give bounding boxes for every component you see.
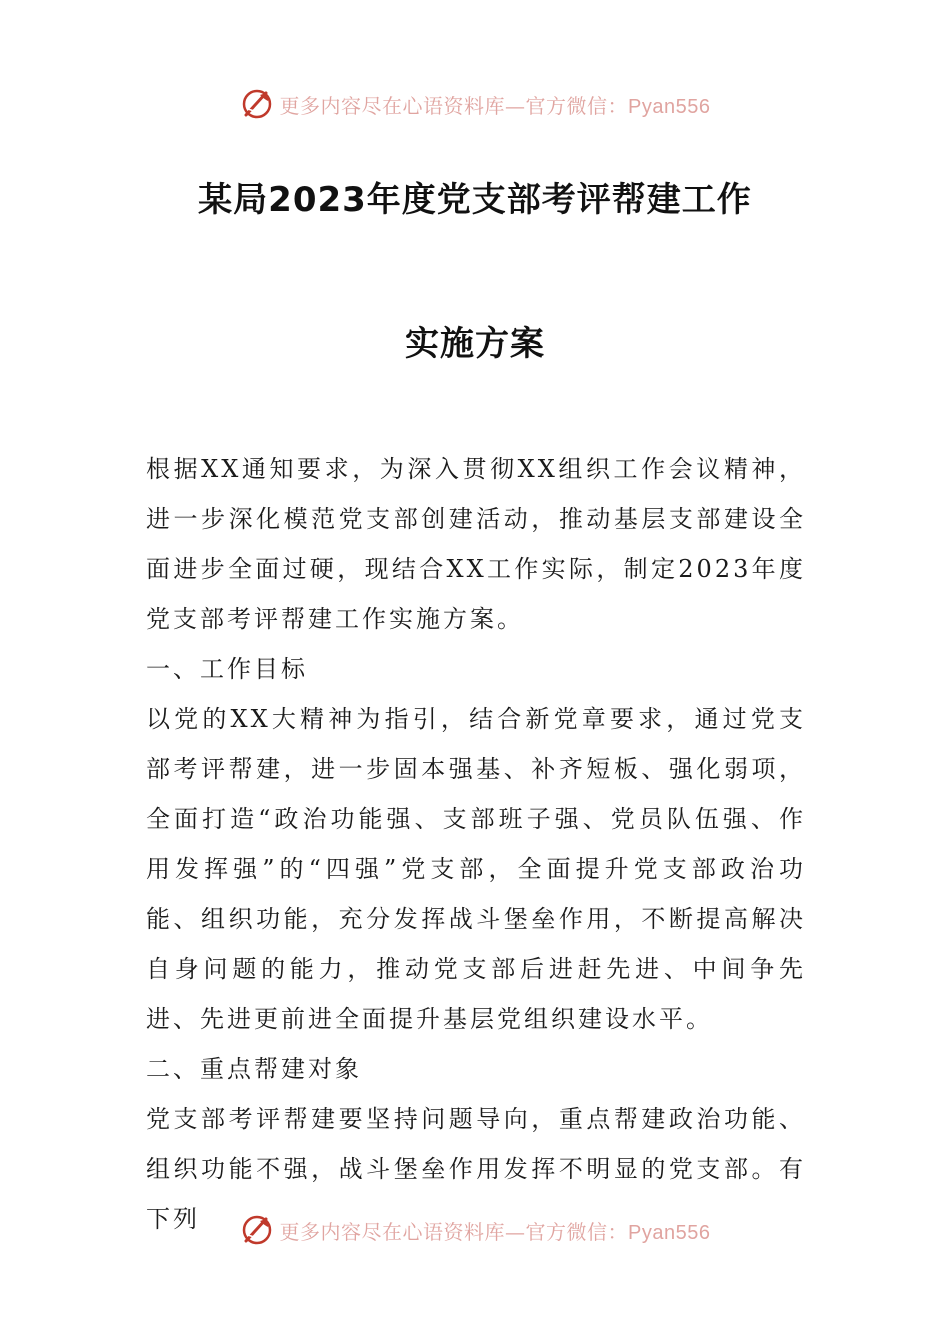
section-heading-targets: 二、重点帮建对象 (146, 1055, 362, 1083)
watermark-id: Pyan556 (628, 95, 711, 118)
watermark-id: Pyan556 (628, 1221, 711, 1244)
quill-logo-icon (240, 87, 274, 121)
watermark-text: 更多内容尽在心语资料库—官方微信：Pyan556 (279, 1219, 711, 1244)
section-heading-goals: 一、工作目标 (146, 655, 308, 683)
intro-paragraph: 根据XX通知要求，为深入贯彻XX组织工作会议精神，进一步深化模范党支部创建活动，推动基层支部建设全面进步全面过硬，现结合XX工作实际，制定2023年度党支部考评帮建工作实施方案。 (146, 455, 806, 633)
targets-paragraph: 党支部考评帮建要坚持问题导向，重点帮建政治功能、组织功能不强，战斗堡垒作用发挥不明显的党支部。有下列 (146, 1105, 806, 1233)
watermark-text: 更多内容尽在心语资料库—官方微信：Pyan556 (279, 93, 711, 118)
goals-paragraph: 以党的XX大精神为指引，结合新党章要求，通过党支部考评帮建，进一步固本强基、补齐短板、强化弱项，全面打造“政治功能强、支部班子强、党员队伍强、作用发挥强”的“四强”党支部，全面提升党支部政治功能、组织功能，充分发挥战斗堡垒作用，不断提高解决自身问题的能力，推动党支部后进赶先进、中间争先进、先进更前进全面提升基层党组织建设水平。 (146, 705, 806, 1033)
quill-logo-icon (240, 1213, 274, 1247)
document-body (146, 444, 806, 1244)
document-title-line1: 某局2023年度党支部考评帮建工作 (198, 180, 752, 220)
footer-watermark (0, 1210, 950, 1250)
header-watermark (0, 84, 950, 124)
document-title-line2: 实施方案 (405, 324, 545, 364)
